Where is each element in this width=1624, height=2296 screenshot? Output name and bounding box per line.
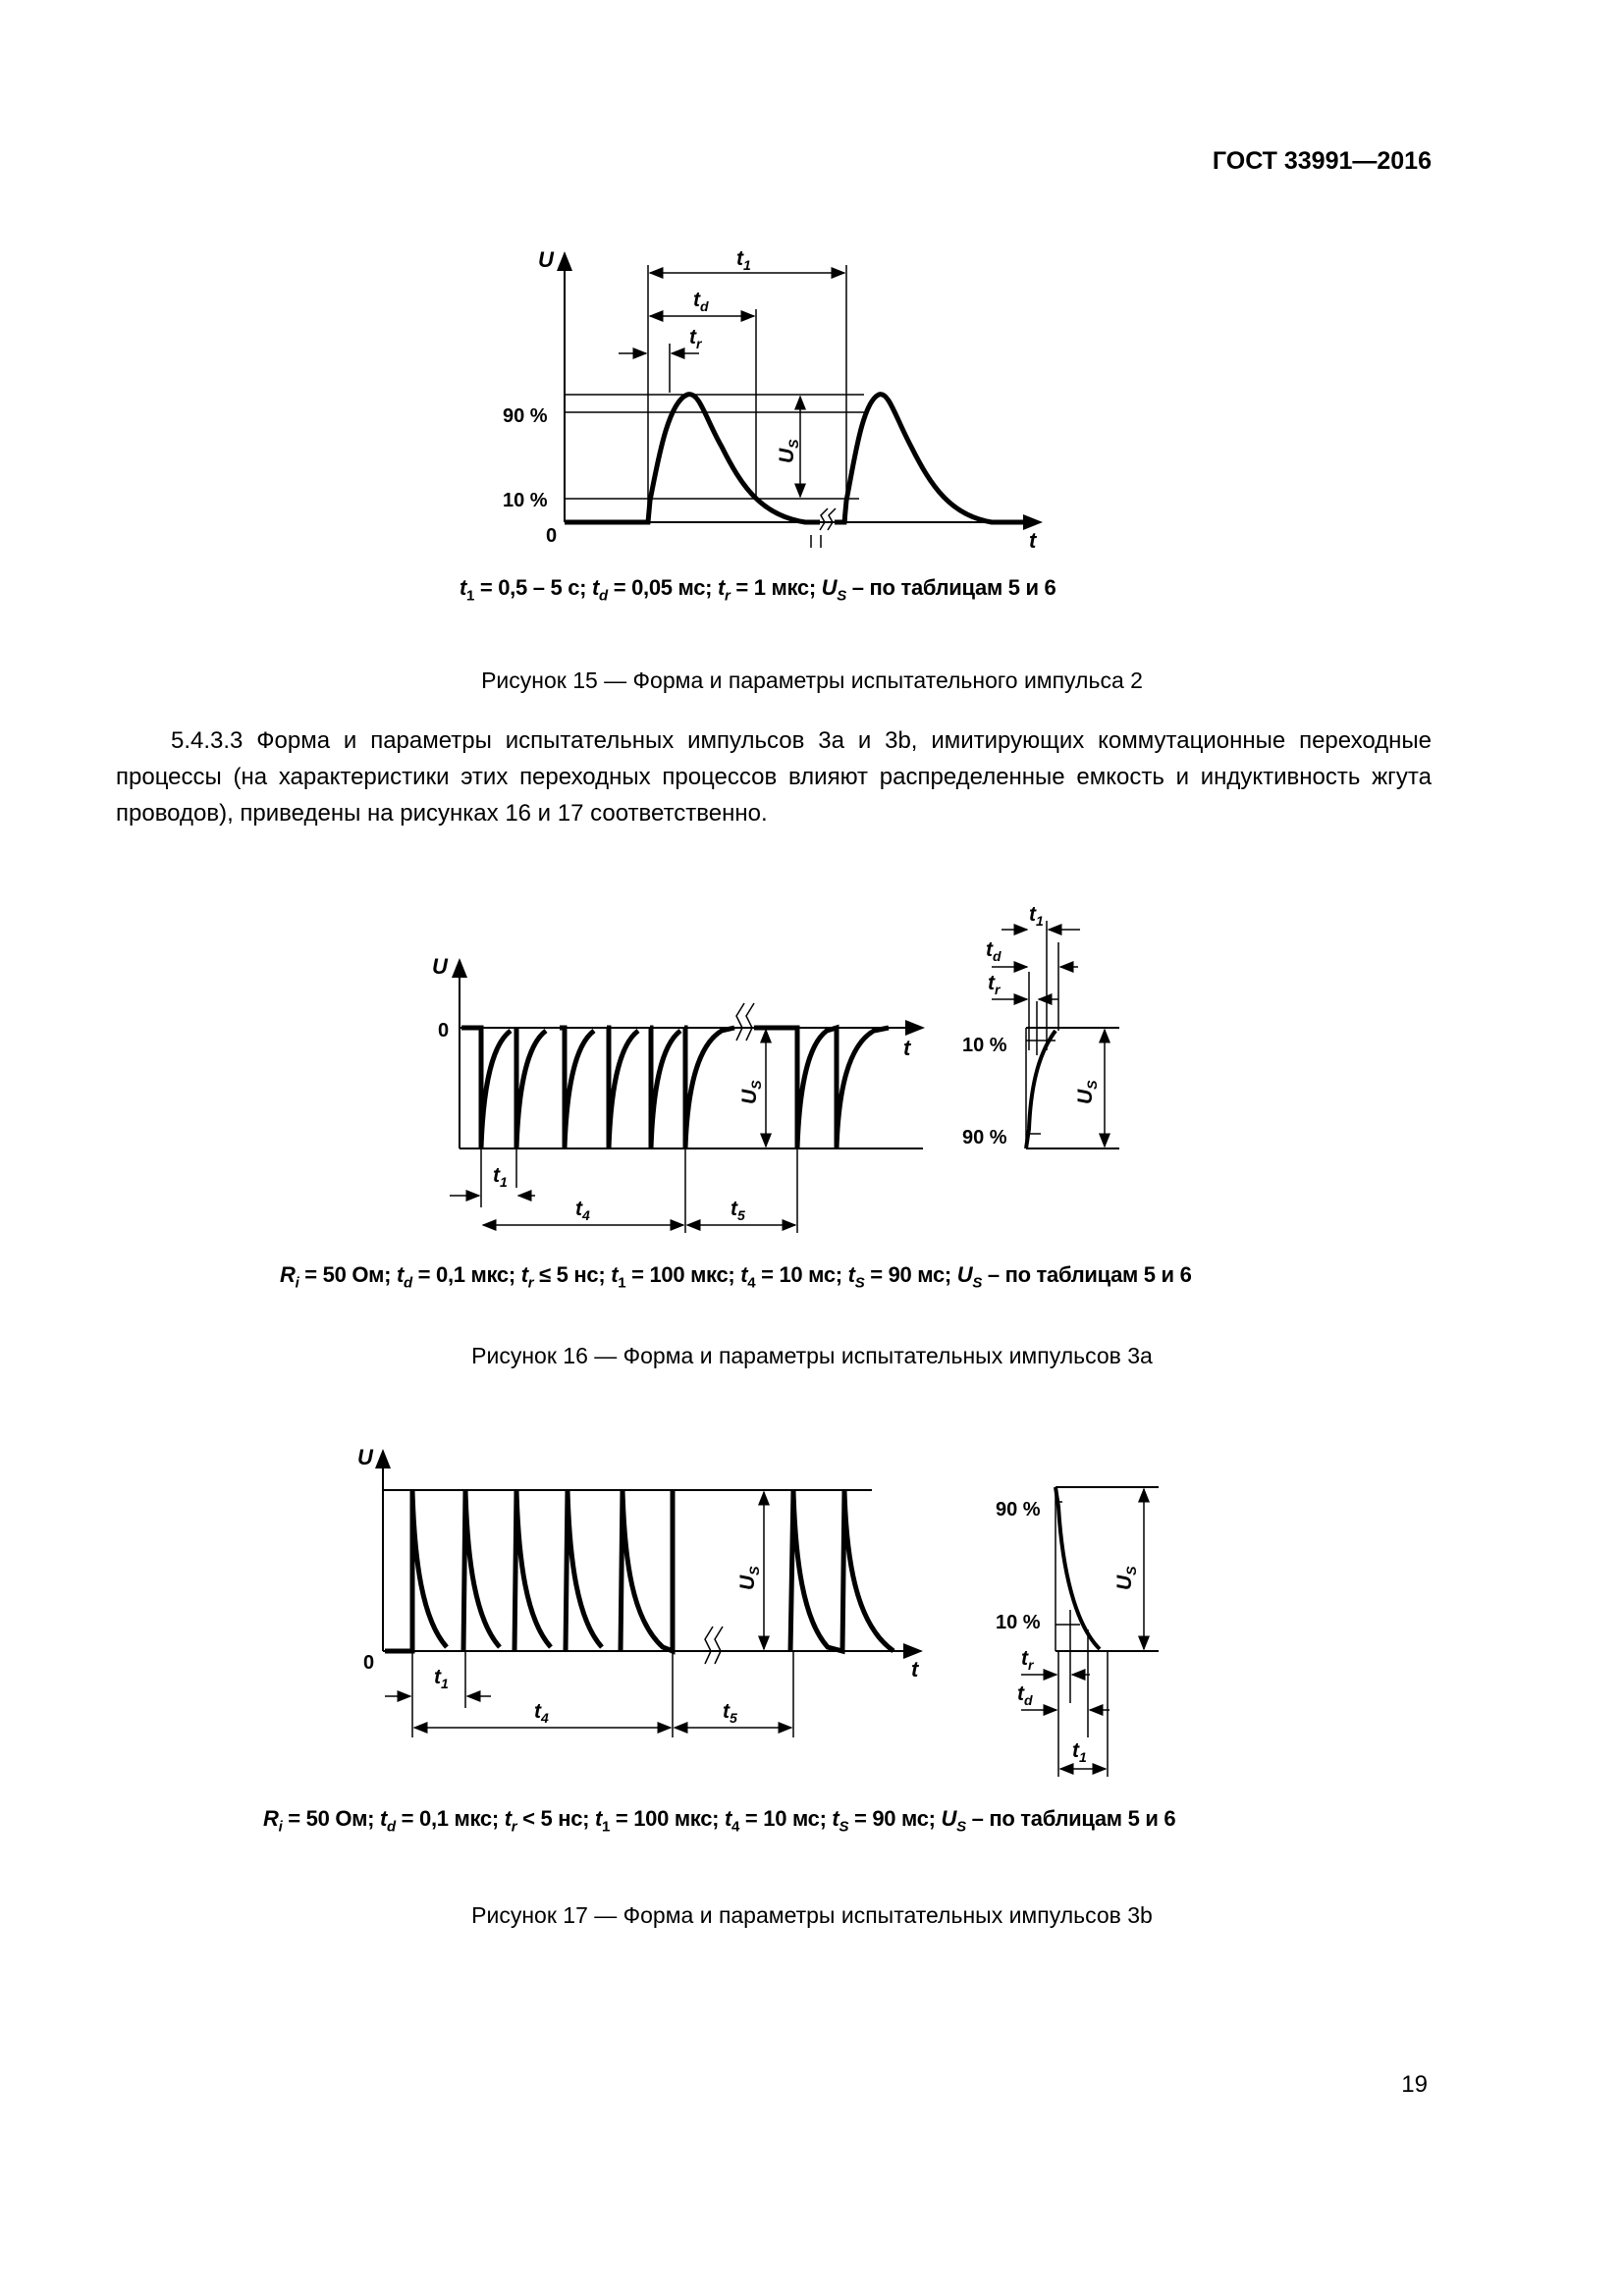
t-axis-label: t — [903, 1036, 911, 1060]
figure-15-diagram — [0, 236, 1624, 569]
zero-label: 0 — [438, 1020, 450, 1041]
page-number: 19 — [1401, 2071, 1428, 2098]
detail-t1-label: $t_1$ — [1029, 903, 1044, 929]
detail-td-label: $t_d$ — [986, 938, 1001, 964]
zero-label: 0 — [363, 1652, 375, 1674]
us-label: $U_S$ — [738, 1080, 764, 1104]
figure-16-title: Рисунок 16 — Форма и параметры испытательных импульсов 3а — [471, 1343, 1153, 1368]
t-axis-label: t — [911, 1657, 919, 1682]
detail-us-label: $U_S$ — [1113, 1566, 1139, 1590]
figure-15-title: Рисунок 15 — Форма и параметры испытательного импульса 2 — [481, 667, 1143, 693]
level-90-label: 90 % — [503, 405, 548, 427]
figure-16-params: $R_i = 50$ Ом; $t_d = 0,1$ мкс; $t_r \le 5$ нс; $t_1 = 100$ мкс; $t_4 = 10$ мс; $t_S = 90$ мс; $U_S$ – по таблицам 5 и 6 — [280, 1262, 1192, 1292]
t1-label: $t_1$ — [493, 1164, 508, 1190]
pulse-train-2 — [754, 1028, 889, 1148]
detail-level-10-label: 10 % — [962, 1035, 1007, 1056]
u-axis-label: U — [538, 247, 554, 272]
t4-label: $t_4$ — [575, 1198, 590, 1223]
pulse-train-1 — [385, 1490, 673, 1651]
pulse-2-curve — [835, 395, 1029, 522]
figure-17 — [0, 1433, 1624, 1787]
figure-16 — [0, 883, 1624, 1237]
detail-level-10-label: 10 % — [996, 1612, 1041, 1633]
td-label: $t_d$ — [693, 289, 709, 314]
t5-label: $t_5$ — [731, 1198, 745, 1223]
t4-label: $t_4$ — [534, 1700, 549, 1726]
u-axis-label: U — [357, 1445, 373, 1469]
us-label: $U_S$ — [736, 1566, 762, 1590]
zero-label: 0 — [546, 525, 558, 547]
detail-us-label: $U_S$ — [1074, 1080, 1100, 1104]
pulse-train-2 — [790, 1490, 893, 1651]
figure-17-diagram — [0, 1433, 1624, 1787]
detail-level-90-label: 90 % — [962, 1127, 1007, 1148]
tr-label: $t_r$ — [689, 326, 702, 351]
us-label: $U_S$ — [776, 439, 801, 463]
detail-pulse-edge — [1026, 1031, 1056, 1148]
detail-tr-label: $t_r$ — [988, 972, 1001, 997]
t-axis-label: t — [1029, 528, 1037, 553]
detail-t1-label: $t_1$ — [1072, 1739, 1087, 1765]
u-axis-label: U — [432, 954, 448, 979]
document-header: ГОСТ 33991—2016 — [1212, 147, 1432, 175]
t1-label: $t_1$ — [434, 1666, 449, 1691]
figure-15-params: $t_1 = 0,5 - 5$ с; $t_d = 0,05$ мс; $t_r = 1$ мкс; $U_S$ – по таблицам 5 и 6 — [460, 575, 1056, 605]
detail-td-label: $t_d$ — [1017, 1682, 1033, 1708]
detail-level-90-label: 90 % — [996, 1499, 1041, 1521]
pulse-train-1 — [461, 1028, 734, 1148]
figure-17-params: $R_i = 50$ Ом; $t_d = 0,1$ мкс; $t_r < 5$ нс; $t_1 = 100$ мкс; $t_4 = 10$ мс; $t_S = 90$ мс; $U_S$ – по таблицам 5 и 6 — [263, 1806, 1176, 1836]
level-10-label: 10 % — [503, 490, 548, 511]
paragraph-5-4-3-3: 5.4.3.3 Форма и параметры испытательных импульсов 3а и 3b, имитирующих коммутационные переходные процессы (на характеристики этих переходных процессов влияют распределенные емкость и индуктивность жгута проводов), приведены на рисунках 16 и 17 соответственно. — [116, 727, 1432, 827]
t1-label: $t_1$ — [736, 247, 751, 273]
figure-17-title: Рисунок 17 — Форма и параметры испытательных импульсов 3b — [471, 1902, 1153, 1928]
t5-label: $t_5$ — [723, 1700, 737, 1726]
figure-15 — [0, 236, 1624, 569]
figure-16-diagram — [0, 883, 1624, 1237]
detail-tr-label: $t_r$ — [1021, 1647, 1034, 1673]
